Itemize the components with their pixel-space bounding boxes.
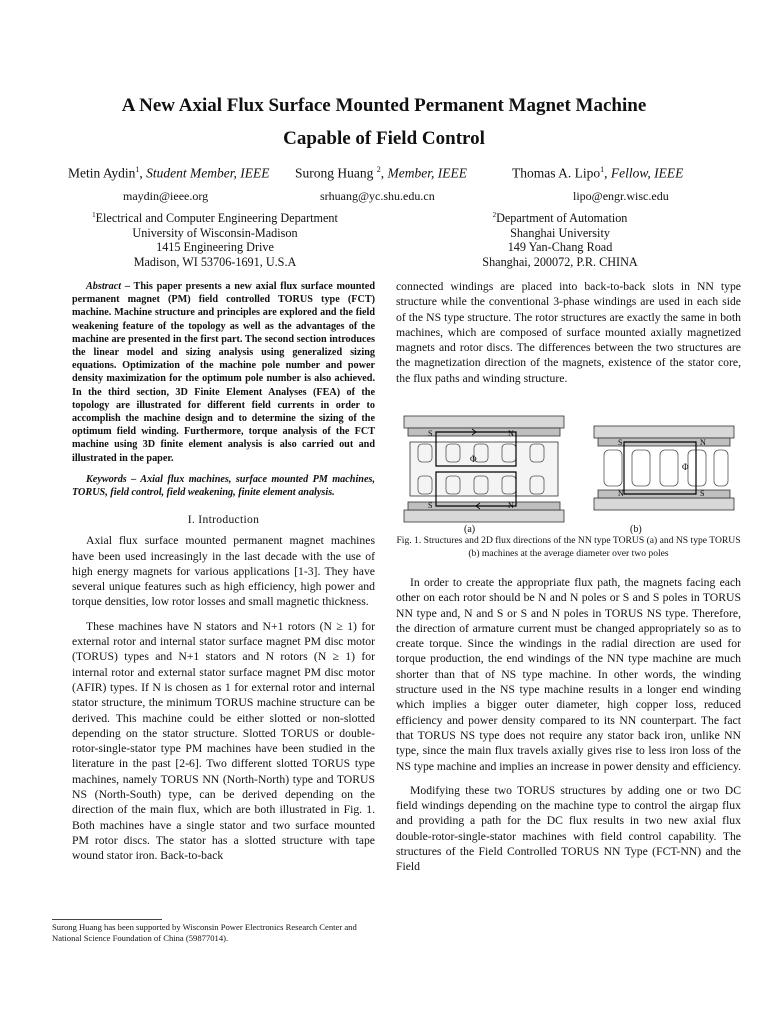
left-column — [72, 280, 375, 872]
paper-title-line-1: A New Axial Flux Surface Mounted Permanent Magnet Machine — [121, 95, 647, 116]
author-name: Metin Aydin — [68, 165, 136, 181]
paragraph: Modifying these two TORUS structures by adding one or two DC field windings depending on the machine type to control the airgap flux and providing a path for the DC flux results in two new axial flux double-rotor-single-stator machines with field control capability. The structures of the Field Controlled TORUS NN Type (FCT-NN) and the Field — [396, 783, 741, 874]
paragraph: In order to create the appropriate flux path, the magnets facing each other on each rotor should be N and N poles or S and S poles in TORUS NN type and, N and S or S and N poles in TORUS NS type. Therefore, the direction of armature current must be changed appropriately so as to create torque. Since the windings in the radial direction are used for torque production, the end windings of the NN type machine are much shorter than that of NS type machine. In other words, the winding structure used in the NS type machine results in a longer end winding which implies a bigger outer diameter, high copper loss, reduced efficiency and power density compared to its NN counterpart. The fact that TORUS NS type does not require any stator back iron, unlike NN type, since the main flux travels axially gives rise to less iron loss of the NS type machine and implies an increase in power density and efficiency. — [396, 576, 741, 773]
rotor-disc-top — [404, 416, 564, 428]
affiliation-line: Department of Automation — [496, 211, 628, 226]
affiliation-line: 1415 Engineering Drive — [156, 240, 274, 255]
affiliation-line: Electrical and Computer Engineering Department — [95, 211, 338, 226]
author-3: Thomas A. Lipo$^1$, Fellow, IEEE — [512, 165, 684, 181]
section-heading: I. Introduction — [187, 513, 260, 527]
pole-label: N — [508, 501, 514, 510]
author-role: Fellow, IEEE — [610, 165, 684, 181]
affiliation-line: Madison, WI 53706-1691, U.S.A — [133, 254, 297, 269]
author-2-email[interactable]: srhuang@yc.shu.edu.cn — [320, 189, 435, 203]
author-sup: 2 — [376, 165, 381, 174]
abstract-text: – This paper presents a new axial flux surface mounted permanent magnet (PM) field controlled TORUS type (FCT) machine. Machine structure and principles are explored and the field weakening feature of the topology as well as the advantages of the machine are presented in the first part. The second section introduces the linear model and sizing analysis using generalized sizing equations. Optimization of the machine pole number and power density maximization for the optimum pole number is also achieved. In the third section, 3D Finite Element Analyses (FEA) of the topology are illustrated for different field currents in order to accomplish the machine design and to determine the sizing of the optimum field winding. Furthermore, torque analysis of the FCT machine using 3D finite element analysis is also carried out and illustrated in the paper. — [72, 281, 375, 464]
author-sup: 1 — [600, 165, 605, 174]
flux-symbol: Φ — [470, 454, 477, 464]
pole-label: S — [618, 438, 623, 447]
pole-label: S — [428, 501, 433, 510]
author-3-email[interactable]: lipo@engr.wisc.edu — [573, 189, 669, 203]
affiliation-line: Shanghai University — [510, 225, 610, 240]
paragraph: Axial flux surface mounted permanent magnet machines have been used increasingly in the last decade with the use of high energy magnets for various applications [1-3]. They have several unique features such as high efficiency, high power and torque densities, low rotor losses and small magnetic thickness. — [72, 534, 375, 609]
paragraph: connected windings are placed into back-to-back slots in NN type structure while the conventional 3-phase windings are used in each side of the NS type structure. The rotor structures are exactly the same in both machines, which are composed of surface mounted axially magnetized magnets and rotor discs. The differences between the two structures are the magnetization direction of the magnets, existence of the stator core, the flux paths and winding structure. — [396, 280, 741, 385]
right-column — [396, 279, 741, 395]
author-2: Surong Huang $^2$, Member, IEEE — [295, 165, 467, 181]
flux-symbol: Φ — [682, 462, 689, 472]
author-role: Member, IEEE — [387, 165, 467, 181]
author-name: Surong Huang — [295, 165, 374, 181]
author-role: Student Member, IEEE — [146, 165, 270, 181]
figure-caption: Fig. 1. Structures and 2D flux directions of the NN type TORUS (a) and NS type TORUS (b) machines at the average diameter over two poles — [396, 535, 741, 559]
abstract — [72, 280, 375, 465]
paragraph: These machines have N stators and N+1 rotors (N ≥ 1) for external rotor and internal stator surface magnet PM disc motor (TORUS) types and N+1 stators and N rotors (N ≥ 1) for internal rotor and external stator surface magnet PM disc motor (AFIR) types. If N is chosen as 1 for external rotor and internal stator structure, the minimum TORUS machine structure can be derived. This machine could be either slotted or non-slotted depending on the stator structure. Slotted TORUS or double-rotor-single-stator type PM machines have been studied in the literature in the past [2-6]. Two different slotted TORUS type machines, namely TORUS NN (North-North) type and TORUS NS (North-South) type, can be derived depending on the direction of the main flux, which are both illustrated in Fig. 1. Both machines have a single stator and two surface mounted PM rotor discs. The stator has a slotted structure with tape wound stator iron. Back-to-back — [72, 619, 375, 863]
diagram-ns-type — [594, 426, 734, 510]
paper-title-line-2: Capable of Field Control — [283, 128, 485, 149]
author-name: Thomas A. Lipo — [512, 165, 601, 181]
pole-label: N — [700, 438, 706, 447]
pole-label: N — [508, 429, 514, 438]
author-sup: 1 — [135, 165, 140, 174]
affiliation-sup: 1 — [92, 211, 96, 219]
affiliation-line: Shanghai, 200072, P.R. CHINA — [482, 254, 638, 269]
author-1-email[interactable]: maydin@ieee.org — [123, 189, 209, 203]
footnote: Surong Huang has been supported by Wisconsin Power Electronics Research Center and National Science Foundation of China (59877014). — [52, 922, 357, 943]
figure-label-a: (a) — [464, 524, 476, 535]
pole-label: S — [700, 489, 705, 498]
affiliation-line: University of Wisconsin-Madison — [132, 225, 298, 240]
right-column-lower — [396, 575, 741, 884]
pole-label: S — [428, 429, 433, 438]
affiliation-1 — [70, 208, 360, 269]
footnote-divider — [52, 919, 162, 920]
pole-label: N — [618, 489, 624, 498]
affiliation-sup: 2 — [492, 211, 497, 219]
keywords: Keywords – Axial flux machines, surface mounted PM machines, TORUS, field control, field weakening, finite element analysis. — [72, 473, 375, 499]
figure-label-b: (b) — [630, 524, 642, 535]
rotor-disc-top — [594, 426, 734, 438]
rotor-disc-bottom — [404, 510, 564, 522]
affiliation-line: 149 Yan-Chang Road — [507, 240, 613, 255]
abstract-label: Abstract — [86, 281, 122, 292]
affiliation-2 — [430, 208, 690, 269]
rotor-disc-bottom — [594, 498, 734, 510]
author-1: Metin Aydin$^1$, Student Member, IEEE — [68, 165, 270, 181]
